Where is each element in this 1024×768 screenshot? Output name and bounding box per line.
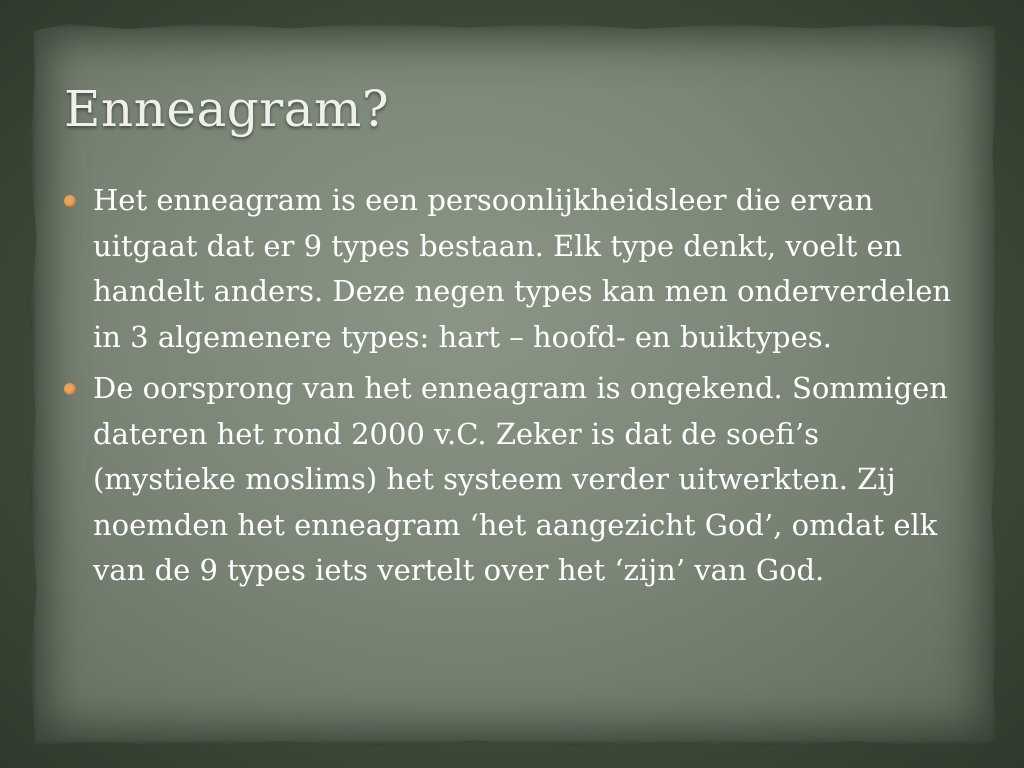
bullet-dot-icon	[64, 383, 76, 395]
slide-title: Enneagram?	[64, 80, 390, 138]
bullet-item	[64, 366, 964, 594]
bullet-dot-icon	[64, 195, 76, 207]
bullet-item	[64, 178, 964, 360]
bullet-list	[64, 178, 964, 600]
bullet-text: De oorsprong van het enneagram is ongekend. Sommigen dateren het rond 2000 v.C. Zeker is dat de soefi’s (mystieke moslims) het systeem verder uitwerkten. Zij noemden het enneagram ‘het aangezicht God’, omdat elk van de 9 types iets vertelt over het ‘zijn’ van God.	[93, 371, 948, 587]
bullet-text: Het enneagram is een persoonlijkheidsleer die ervan uitgaat dat er 9 types bestaan. Elk type denkt, voelt en handelt anders. Deze negen types kan men onderverdelen in 3 algemenere types: hart – hoofd- en buiktypes.	[93, 183, 952, 354]
